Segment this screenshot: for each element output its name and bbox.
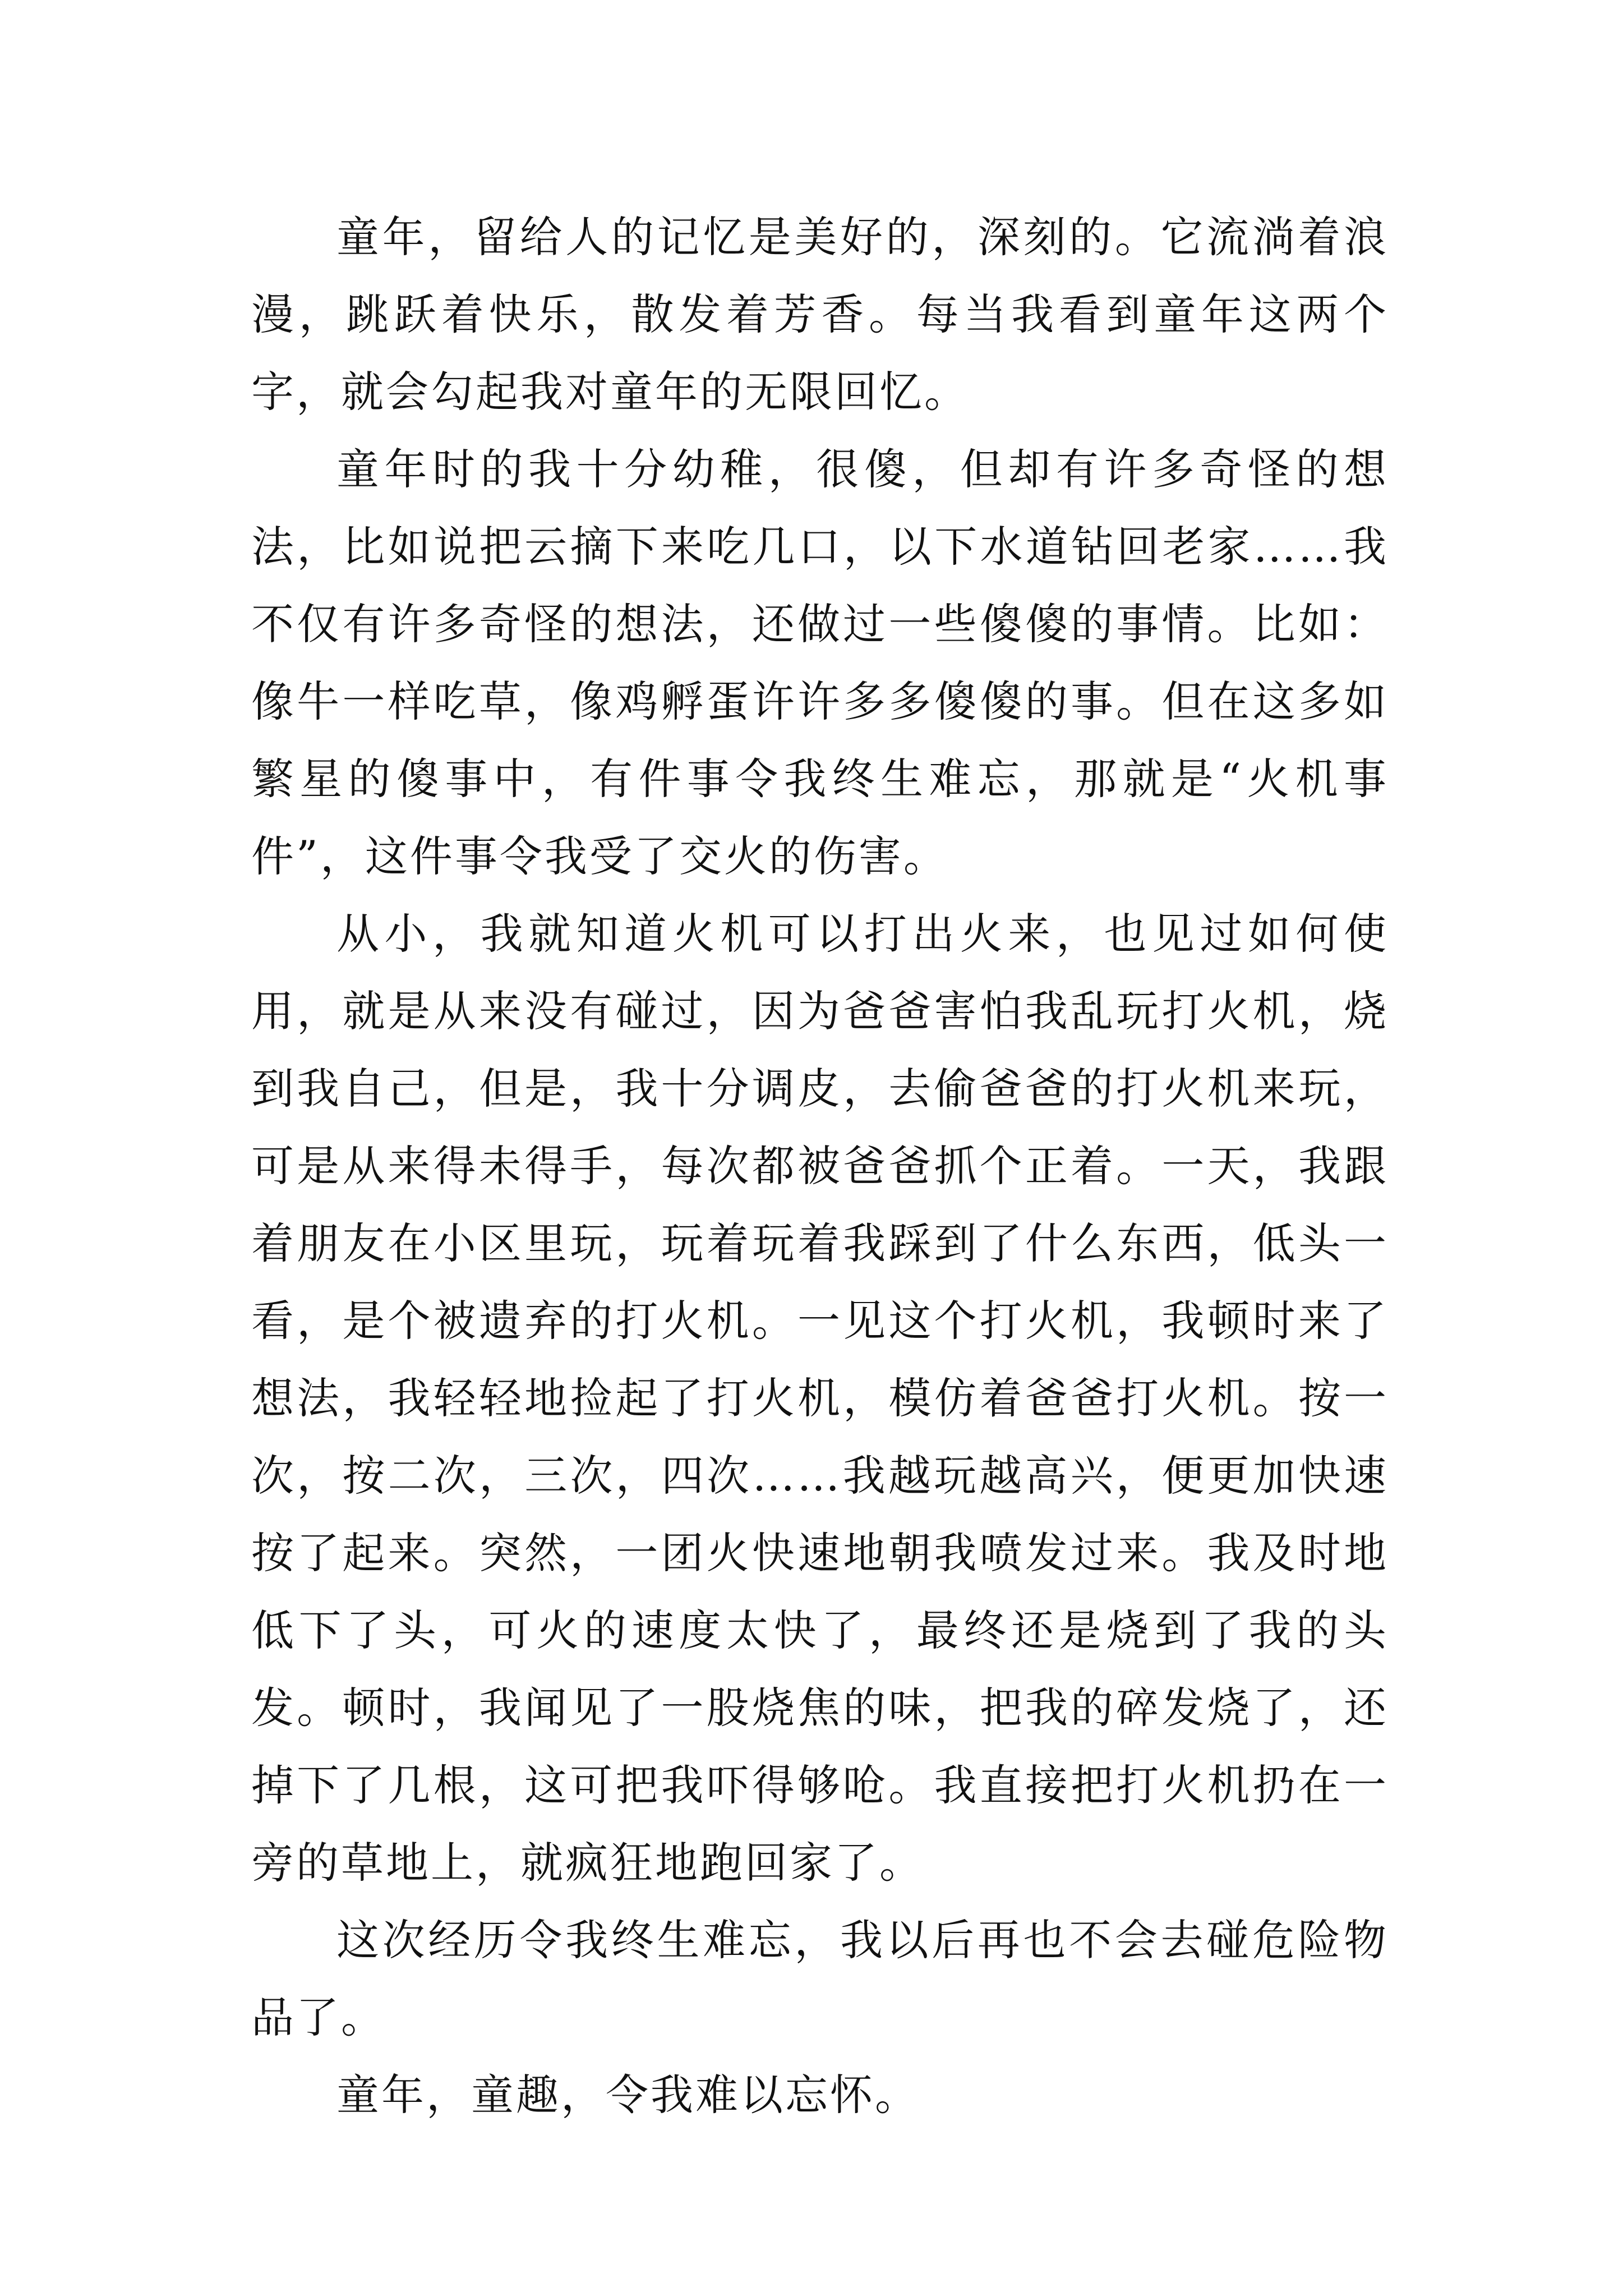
paragraph-5: 童年，童趣，令我难以忘怀。 [336, 2070, 920, 2120]
paragraph-2: 童年时的我十分幼稚，很傻，但却有许多奇怪的想法，比如说把云摘下来吃几口，以下水道钻回老家……我不仅有许多奇怪的想法，还做过一些傻傻的事情。比如：像牛一样吃草，像鸡孵蛋许许多多傻傻的事。但在这多如繁星的傻事中，有件事令我终生难忘，那就是“火机事件”，这件事令我受了交火的伤害。 [251, 444, 1389, 881]
paragraph-4: 这次经历令我终生难忘，我以后再也不会去碰危险物品了。 [251, 1915, 1389, 2042]
document-body [251, 199, 1389, 2134]
paragraph-3: 从小，我就知道火机可以打出火来，也见过如何使用，就是从来没有碰过，因为爸爸害怕我乱玩打火机，烧到我自己，但是，我十分调皮，去偷爸爸的打火机来玩，可是从来得未得手，每次都被爸爸抓个正着。一天，我跟着朋友在小区里玩，玩着玩着我踩到了什么东西，低头一看，是个被遗弃的打火机。一见这个打火机，我顿时来了想法，我轻轻地捡起了打火机，模仿着爸爸打火机。按一次，按二次，三次，四次……我越玩越高兴，便更加快速按了起来。突然，一团火快速地朝我喷发过来。我及时地低下了头，可火的速度太快了，最终还是烧到了我的头发。顿时，我闻见了一股烧焦的味，把我的碎发烧了，还掉下了几根，这可把我吓得够呛。我直接把打火机扔在一旁的草地上，就疯狂地跑回家了。 [251, 909, 1389, 1888]
paragraph-1: 童年，留给人的记忆是美好的，深刻的。它流淌着浪漫，跳跃着快乐，散发着芳香。每当我看到童年这两个字，就会勾起我对童年的无限回忆。 [251, 212, 1389, 417]
